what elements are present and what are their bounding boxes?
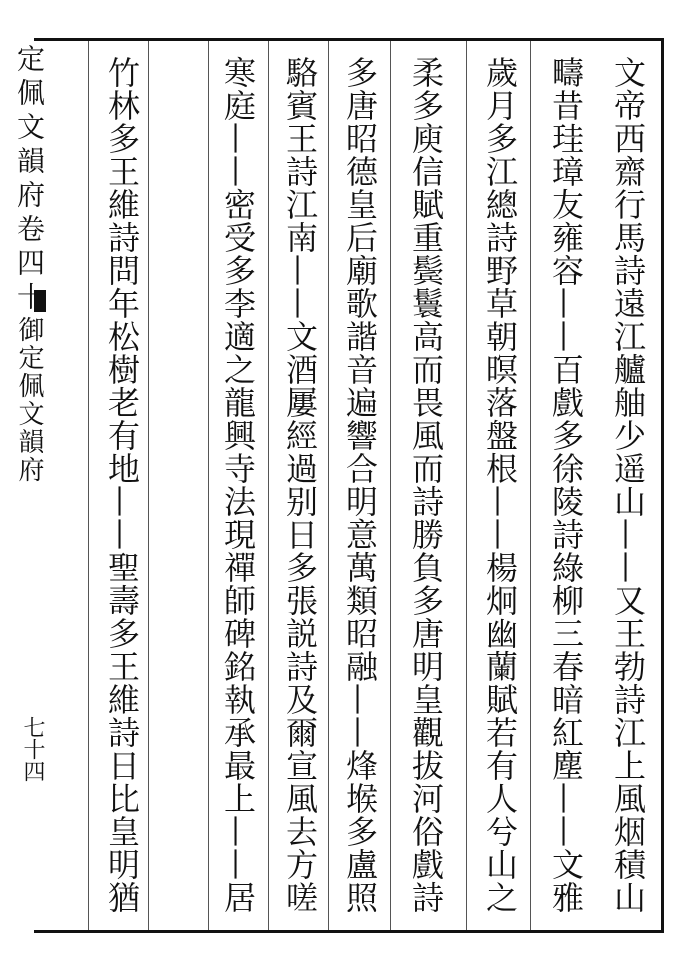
text-column-7: 寒庭——密受多李適之龍興寺法現禪師碑銘執承最上——居 bbox=[219, 56, 257, 914]
column-rule bbox=[268, 41, 269, 930]
column-rule bbox=[530, 41, 531, 930]
text-column-5: 多唐昭德皇后廟歌諧音遍響合明意萬類昭融——烽堠多盧照 bbox=[341, 56, 379, 914]
right-border bbox=[661, 38, 664, 933]
column-rule bbox=[466, 41, 467, 930]
bottom-border bbox=[34, 930, 664, 933]
page-number: 七十四 bbox=[20, 716, 45, 782]
text-column-8: 竹林多王維詩問年松樹老有地——聖壽多王維詩日比皇明猶 bbox=[103, 56, 141, 914]
column-rule bbox=[390, 41, 391, 930]
text-column-6: 駱賓王詩江南——文酒屢經過别日多張説詩及爾宣風去方嗟 bbox=[281, 56, 319, 914]
text-column-1: 文帝西齋行馬詩遠江艫舳少遥山——又王勃詩江上風烟積山 bbox=[609, 56, 647, 914]
text-column-2: 疇昔珪璋友雍容——百戲多徐陵詩綠柳三春暗紅塵——文雅 bbox=[547, 56, 585, 914]
text-column-3: 歲月多江總詩野草朝暝落盤根——楊炯幽蘭賦若有人兮山之 bbox=[481, 56, 519, 914]
book-title: 御定佩文韻府 bbox=[14, 316, 44, 484]
page-edge-text: 定佩文韻府卷四十 bbox=[13, 44, 46, 316]
column-rule bbox=[88, 41, 89, 930]
top-border bbox=[34, 38, 664, 41]
text-column-4: 柔多庾信賦重鬓鬟高而畏風而詩勝負多唐明皇觀拔河俗戲詩 bbox=[407, 56, 445, 914]
